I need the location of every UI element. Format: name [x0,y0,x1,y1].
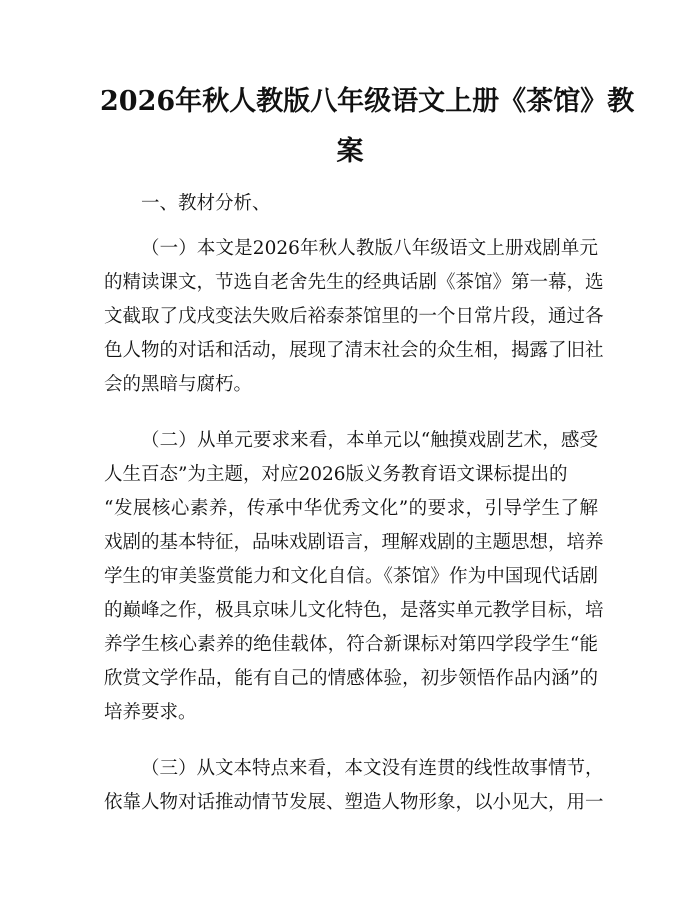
paragraph-2-line-1: （二）从单元要求来看，本单元以“触摸戏剧艺术，感受 [141,430,598,451]
paragraph-2-line-9: 培养要求。 [104,702,197,723]
paragraph-1-line-2: 的精读课文，节选自老舍先生的经典话剧《茶馆》第一幕，选 [104,272,604,293]
paragraph-3-line-2: 依靠人物对话推动情节发展、塑造人物形象，以小见大，用一 [104,792,604,813]
section-heading: 一、教材分析、 [141,193,271,214]
document-title-line-2: 案 [336,136,364,167]
paragraph-1-line-4: 色人物的对话和活动，展现了清末社会的众生相，揭露了旧社 [104,340,604,361]
paragraph-1-line-3: 文截取了戊戌变法失败后裕泰茶馆里的一个日常片段，通过各 [104,306,604,327]
paragraph-2-line-7: 养学生核心素养的绝佳载体，符合新课标对第四学段学生“能 [104,634,598,655]
paragraph-2-line-3: “发展核心素养，传承中华优秀文化”的要求，引导学生了解 [104,498,598,519]
paragraph-2-line-4: 戏剧的基本特征，品味戏剧语言，理解戏剧的主题思想，培养 [104,532,604,553]
paragraph-2-line-8: 欣赏文学作品，能有自己的情感体验，初步领悟作品内涵”的 [104,668,598,689]
paragraph-1-line-5: 会的黑暗与腐朽。 [104,374,253,395]
paragraph-2-line-6: 的巅峰之作，极具京味儿文化特色，是落实单元教学目标，培 [104,600,604,621]
paragraph-2-line-2: 人生百态”为主题，对应2026版义务教育语文课标提出的 [104,464,568,485]
document-title-line-1: 2026年秋人教版八年级语文上册《茶馆》教 [100,86,635,117]
paragraph-2-line-5: 学生的审美鉴赏能力和文化自信。《茶馆》作为中国现代话剧 [104,566,598,587]
paragraph-1-line-1: （一）本文是2026年秋人教版八年级语文上册戏剧单元 [141,238,598,259]
paragraph-3-line-1: （三）从文本特点来看，本文没有连贯的线性故事情节， [141,758,604,779]
